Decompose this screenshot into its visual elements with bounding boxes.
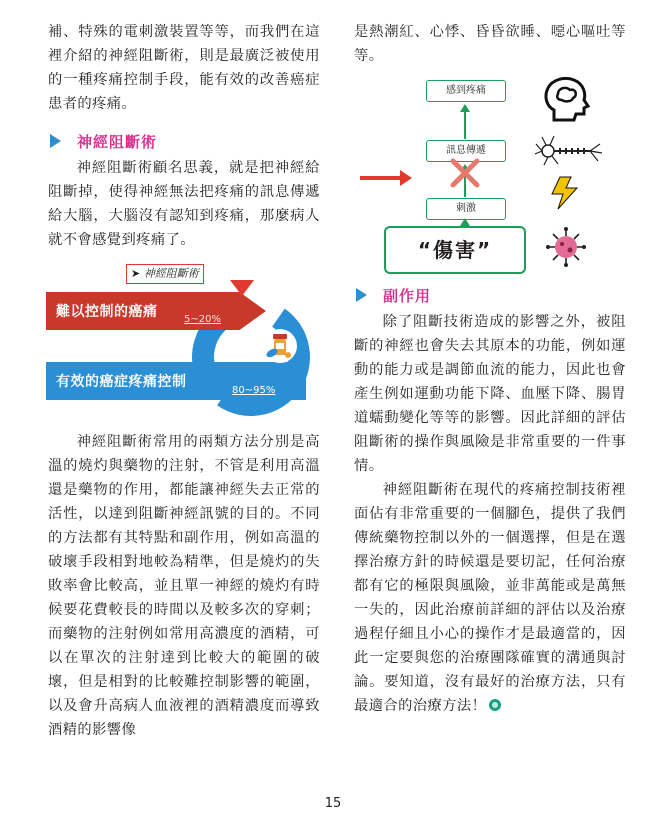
section-header-side-effects bbox=[354, 282, 626, 308]
page-number: 15 bbox=[324, 796, 342, 811]
signal-transmission-box: 訊息傳遞 bbox=[426, 140, 506, 162]
head-brain-icon bbox=[540, 76, 592, 122]
block-cross-icon bbox=[450, 158, 480, 188]
harm-box: “傷害” bbox=[384, 226, 526, 274]
arrow-head-icon bbox=[460, 104, 470, 112]
arrow-head-icon bbox=[460, 218, 470, 226]
feel-pain-box: 感到疼痛 bbox=[426, 80, 506, 102]
virus-icon bbox=[546, 226, 586, 268]
block-arrow-head-icon bbox=[400, 170, 412, 186]
stimulus-box: 刺激 bbox=[426, 198, 506, 220]
controlled-pain-label: 有效的癌症疼痛控制 bbox=[56, 374, 187, 390]
down-arrow-icon bbox=[230, 280, 254, 296]
figure-tag: ➤ 神經阻斷術 bbox=[126, 264, 204, 284]
lightning-icon bbox=[550, 176, 580, 210]
controlled-pain-percent: 80~95% bbox=[232, 385, 276, 396]
continued-paragraph: 是熱潮紅、心悸、昏昏欲睡、噁心嘔吐等等。 bbox=[354, 24, 626, 64]
section-arrow-icon bbox=[356, 288, 367, 302]
intro-paragraph: 補、特殊的電刺激裝置等等，而我們在這裡介紹的神經阻斷術，則是最廣泛被使用的一種疼痛控制手段，能有效的改善癌症患者的疼痛。 bbox=[48, 24, 320, 112]
arrow-line bbox=[464, 111, 466, 139]
left-column bbox=[48, 20, 320, 742]
medicine-bottle-icon bbox=[262, 328, 298, 364]
section-title: 副作用 bbox=[383, 286, 432, 305]
neuron-icon bbox=[534, 134, 604, 168]
pain-pathway-figure bbox=[354, 76, 626, 276]
uncontrolled-pain-label: 難以控制的癌痛 bbox=[56, 304, 158, 320]
conclusion-paragraph bbox=[354, 478, 626, 718]
conclusion-text: 神經阻斷術在現代的疼痛控制技術裡面佔有非常重要的一個腳色，提供了我們傳統藥物控制以外的一個選擇，但是在選擇治療方針的時候還是要切記，任何治療都有它的極限與風險，並非萬能或是萬無一失的，因此治療前詳細的評估以及治療過程仔細且小心的操作才是最適當的，因此一定要與您的治療團隊確實的溝通與討論。要知道，沒有最好的治療方法，只有最適合的治療方法！ bbox=[354, 482, 626, 714]
section-paragraph: 神經阻斷術顧名思義，就是把神經給阻斷掉，使得神經無法把疼痛的訊息傳遞給大腦，大腦沒有認知到疼痛，那麼病人就不會感覺到疼痛了。 bbox=[48, 160, 320, 248]
section-header-nerve-block bbox=[48, 128, 320, 154]
end-mark-icon bbox=[489, 699, 501, 711]
side-effects-paragraph: 除了阻斷技術造成的影響之外，被阻斷的神經也會失去其原本的功能，例如運動的能力或是調節血流的能力，因此也會產生例如運動功能下降、血壓下降、腸胃道蠕動變化等等的影響。因此詳細的評估阻斷術的操作與風險是非常重要的一件事情。 bbox=[354, 314, 626, 474]
nerve-block-figure bbox=[42, 264, 322, 422]
block-arrow bbox=[360, 176, 404, 180]
right-column bbox=[354, 20, 626, 718]
methods-paragraph: 神經阻斷術常用的兩類方法分別是高溫的燒灼與藥物的注射，不管是利用高溫還是藥物的作用，都能讓神經失去正常的活性，以達到阻斷神經訊號的目的。不同的方法都有其特點和副作用，例如高溫的破壞手段相對地較為精準，但是燒灼的失敗率會比較高，並且單一神經的燒灼有時候要花費較長的時間以及較多次的穿刺；而藥物的注射例如常用高濃度的酒精，可以在單次的注射達到比較大的範圍的破壞，但是相對的比較難控制影響的範圍，以及會升高病人血液裡的酒精濃度而導致酒精的影響像 bbox=[48, 434, 320, 738]
uncontrolled-pain-percent: 5~20% bbox=[184, 314, 221, 325]
section-arrow-icon bbox=[50, 134, 61, 148]
section-title: 神經阻斷術 bbox=[77, 132, 158, 151]
